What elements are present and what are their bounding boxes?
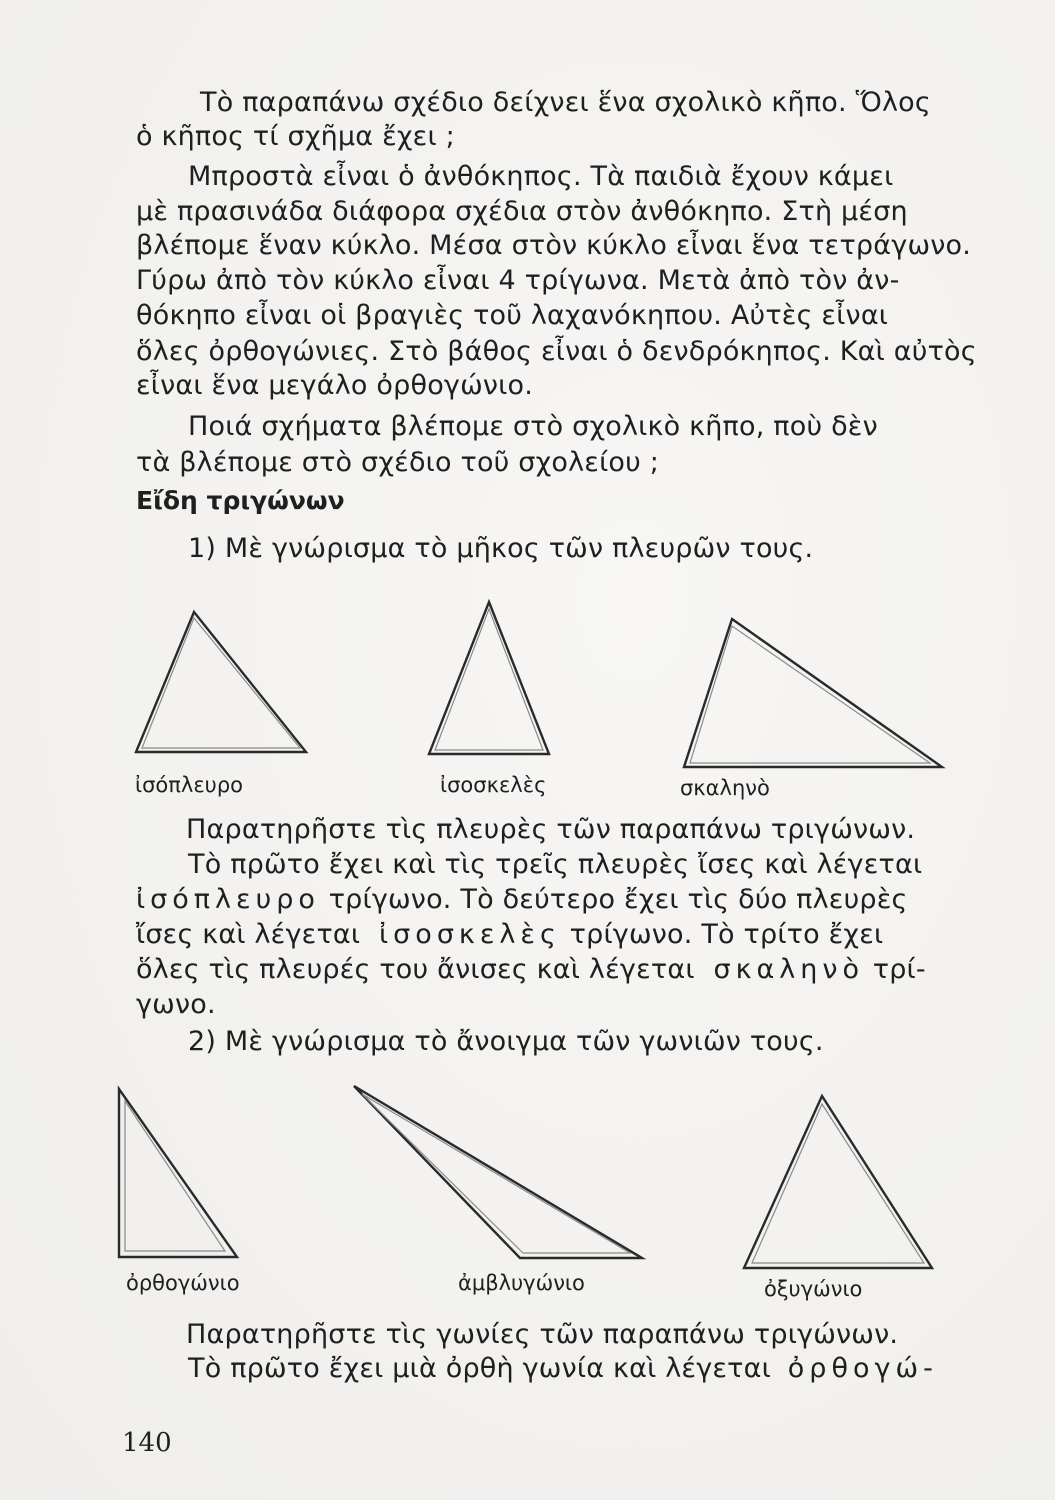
paragraph-line bbox=[136, 883, 908, 917]
paragraph-line: Παρατηρῆστε τὶς γωνίες τῶν παραπάνω τριγώνων. bbox=[186, 1319, 899, 1350]
paragraph-line: Γύρω ἀπὸ τὸν κύκλο εἶναι 4 τρίγωνα. Μετὰ ἀπὸ τὸν ἀν- bbox=[136, 265, 900, 296]
label-right: ὀρθογώνιο bbox=[126, 1271, 240, 1295]
paragraph-fragment: τρίγωνο. Τὸ τρίτο ἔχει bbox=[569, 919, 884, 950]
section1-title: 1) Μὲ γνώρισμα τὸ μῆκος τῶν πλευρῶν τους. bbox=[188, 533, 814, 564]
paragraph-fragment: τρίγωνο. Τὸ δεύτερο ἔχει τὶς δύο πλευρὲς bbox=[328, 884, 908, 915]
term-equilateral: ἰσόπλευρο bbox=[136, 884, 320, 915]
paragraph-line: Παρατηρῆστε τὶς πλευρὲς τῶν παραπάνω τριγώνων. bbox=[186, 814, 916, 845]
term-scalene: σκαληνὸ bbox=[713, 954, 864, 985]
term-isosceles: ἰσοσκελὲς bbox=[379, 919, 561, 950]
page-number: 140 bbox=[122, 1428, 172, 1458]
label-scalene: σκαληνὸ bbox=[680, 776, 770, 800]
label-obtuse: ἀμβλυγώνιο bbox=[458, 1271, 585, 1295]
obtuse-triangle bbox=[350, 1082, 650, 1267]
scalene-triangle bbox=[680, 615, 950, 775]
label-equilateral: ἰσόπλευρο bbox=[135, 773, 244, 797]
paragraph-line: Τὸ παραπάνω σχέδιο δείχνει ἕνα σχολικὸ κῆπο. Ὅλος bbox=[200, 87, 931, 118]
paragraph-line bbox=[136, 918, 883, 952]
paragraph-line: Μπροστὰ εἶναι ὁ ἀνθόκηπος. Τὰ παιδιὰ ἔχουν κάμει bbox=[188, 161, 894, 192]
paragraph-line bbox=[188, 1352, 938, 1386]
paragraph-line: ὅλες ὀρθογώνιες. Στὸ βάθος εἶναι ὁ δενδρόκηπος. Καὶ αὐτὸς bbox=[136, 336, 977, 367]
equilateral-triangle bbox=[130, 610, 315, 760]
paragraph-fragment: ἴσες καὶ λέγεται bbox=[136, 919, 361, 950]
paragraph-line: εἶναι ἕνα μεγάλο ὀρθογώνιο. bbox=[136, 370, 534, 401]
term-right: ὀρθογώ- bbox=[787, 1353, 938, 1384]
paragraph-line: μὲ πρασινάδα διάφορα σχέδια στὸν ἀνθόκηπο. Στὴ μέση bbox=[136, 196, 908, 227]
paragraph-line: Ποιά σχήματα βλέπομε στὸ σχολικὸ κῆπο, ποὺ δὲν bbox=[188, 411, 878, 442]
paragraph-fragment: ὅλες τὶς πλευρές του ἄνισες καὶ λέγεται bbox=[136, 954, 695, 985]
label-isosceles: ἰσοσκελὲς bbox=[440, 773, 547, 797]
label-acute: ὀξυγώνιο bbox=[764, 1277, 863, 1301]
paragraph-fragment: Τὸ πρῶτο ἔχει μιὰ ὀρθὴ γωνία καὶ λέγεται bbox=[188, 1353, 771, 1384]
paragraph-line: γωνο. bbox=[136, 989, 216, 1020]
paragraph-line: ὁ κῆπος τί σχῆμα ἔχει ; bbox=[136, 121, 455, 152]
paragraph-line: θόκηπο εἶναι οἱ βραγιὲς τοῦ λαχανόκηπου. Αὐτὲς εἶναι bbox=[136, 300, 889, 331]
acute-triangle bbox=[740, 1092, 940, 1277]
right-triangle bbox=[115, 1085, 245, 1265]
paragraph-fragment: τρί- bbox=[872, 954, 926, 985]
isosceles-triangle bbox=[425, 600, 555, 762]
paragraph-line bbox=[136, 953, 926, 987]
section2-title: 2) Μὲ γνώρισμα τὸ ἄνοιγμα τῶν γωνιῶν τους. bbox=[188, 1026, 824, 1057]
section-heading: Εἴδη τριγώνων bbox=[136, 486, 345, 515]
paragraph-line: τὰ βλέπομε στὸ σχέδιο τοῦ σχολείου ; bbox=[136, 447, 660, 478]
paragraph-line: Τὸ πρῶτο ἔχει καὶ τὶς τρεῖς πλευρὲς ἴσες καὶ λέγεται bbox=[188, 849, 923, 880]
paragraph-line: βλέπομε ἕναν κύκλο. Μέσα στὸν κύκλο εἶναι ἕνα τετράγωνο. bbox=[136, 230, 972, 261]
